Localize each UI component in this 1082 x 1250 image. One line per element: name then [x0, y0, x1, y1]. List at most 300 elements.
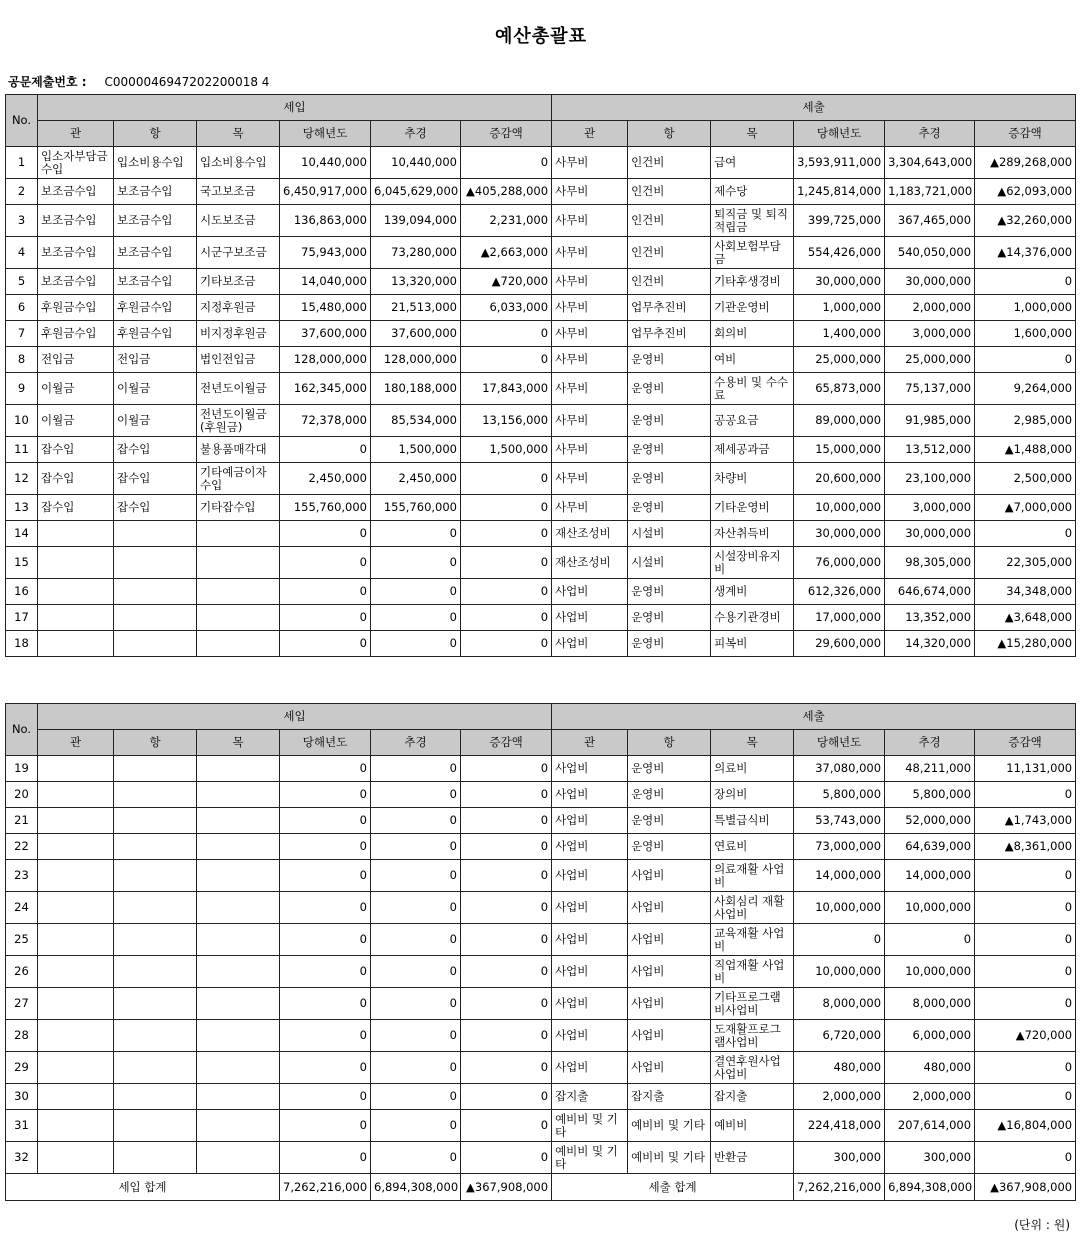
table-row [6, 237, 1076, 269]
income-current: 10,440,000 [280, 147, 371, 179]
income-gwan [38, 1020, 114, 1052]
table-row [6, 1052, 1076, 1084]
expense-gwan: 사무비 [552, 147, 628, 179]
expense-gwan: 예비비 및 기타 [552, 1142, 628, 1174]
expense-hang: 인건비 [628, 147, 711, 179]
expense-mok: 반환금 [711, 1142, 794, 1174]
expense-mok: 공공요금 [711, 405, 794, 437]
income-change: 2,231,000 [461, 205, 552, 237]
income-hang: 잡수입 [114, 463, 197, 495]
income-mok [197, 547, 280, 579]
income-gwan: 보조금수입 [38, 205, 114, 237]
expense-current: 30,000,000 [794, 521, 885, 547]
expense-supplementary: 91,985,000 [885, 405, 975, 437]
income-hang: 전입금 [114, 347, 197, 373]
expense-mok: 직업재활 사업비 [711, 956, 794, 988]
expense-gwan: 사무비 [552, 237, 628, 269]
income-hang [114, 834, 197, 860]
income-supplementary: 0 [371, 1052, 461, 1084]
table-row [6, 547, 1076, 579]
row-no: 9 [6, 373, 38, 405]
income-total-label: 세입 합계 [6, 1174, 280, 1201]
expense-change: 34,348,000 [975, 579, 1076, 605]
table-row [6, 179, 1076, 205]
expense-hang: 사업비 [628, 924, 711, 956]
income-current: 162,345,000 [280, 373, 371, 405]
expense-mok: 기관운영비 [711, 295, 794, 321]
expense-supplementary: 480,000 [885, 1052, 975, 1084]
income-change: ▲2,663,000 [461, 237, 552, 269]
income-current: 0 [280, 924, 371, 956]
income-gwan: 보조금수입 [38, 269, 114, 295]
row-no: 24 [6, 892, 38, 924]
income-supplementary: 180,188,000 [371, 373, 461, 405]
income-change: 0 [461, 808, 552, 834]
row-no: 1 [6, 147, 38, 179]
income-current: 6,450,917,000 [280, 179, 371, 205]
expense-hang: 운영비 [628, 834, 711, 860]
expense-change: 0 [975, 347, 1076, 373]
income-hang [114, 1110, 197, 1142]
income-gwan [38, 808, 114, 834]
expense-gwan: 사무비 [552, 295, 628, 321]
expense-supplementary: 8,000,000 [885, 988, 975, 1020]
expense-change: 2,500,000 [975, 463, 1076, 495]
income-mok [197, 834, 280, 860]
expense-current: 3,593,911,000 [794, 147, 885, 179]
expense-gwan: 사업비 [552, 756, 628, 782]
income-supplementary: 0 [371, 1110, 461, 1142]
expense-gwan: 사업비 [552, 631, 628, 657]
income-supplementary: 21,513,000 [371, 295, 461, 321]
unit-note: (단위 : 원) [1014, 1218, 1070, 1232]
income-hang [114, 892, 197, 924]
expense-change: ▲720,000 [975, 1020, 1076, 1052]
expense-current: 1,400,000 [794, 321, 885, 347]
income-current: 0 [280, 860, 371, 892]
col-mok: 목 [711, 730, 794, 756]
col-change: 증감액 [461, 730, 552, 756]
expense-supplementary: 52,000,000 [885, 808, 975, 834]
expense-change: ▲7,000,000 [975, 495, 1076, 521]
expense-hang: 운영비 [628, 631, 711, 657]
income-supplementary: 0 [371, 521, 461, 547]
row-no: 4 [6, 237, 38, 269]
expense-gwan: 사무비 [552, 269, 628, 295]
income-hang [114, 547, 197, 579]
income-mok: 전년도이월금(후원금) [197, 405, 280, 437]
expense-current: 53,743,000 [794, 808, 885, 834]
income-mok: 입소비용수입 [197, 147, 280, 179]
income-hang [114, 756, 197, 782]
income-hang [114, 808, 197, 834]
expense-current: 37,080,000 [794, 756, 885, 782]
expense-gwan: 사업비 [552, 988, 628, 1020]
income-hang [114, 1142, 197, 1174]
expense-current: 1,245,814,000 [794, 179, 885, 205]
row-no: 5 [6, 269, 38, 295]
income-supplementary: 0 [371, 834, 461, 860]
table-row [6, 834, 1076, 860]
col-mok: 목 [197, 121, 280, 147]
income-gwan [38, 547, 114, 579]
income-current: 0 [280, 521, 371, 547]
income-hang [114, 860, 197, 892]
income-change: 6,033,000 [461, 295, 552, 321]
table-row [6, 405, 1076, 437]
expense-hang: 운영비 [628, 463, 711, 495]
expense-mok: 의료비 [711, 756, 794, 782]
table-row [6, 892, 1076, 924]
income-current: 37,600,000 [280, 321, 371, 347]
expense-supplementary: 10,000,000 [885, 956, 975, 988]
income-supplementary: 13,320,000 [371, 269, 461, 295]
row-no: 8 [6, 347, 38, 373]
income-gwan [38, 988, 114, 1020]
expense-supplementary: 300,000 [885, 1142, 975, 1174]
expense-current: 15,000,000 [794, 437, 885, 463]
income-current: 0 [280, 605, 371, 631]
expense-current: 29,600,000 [794, 631, 885, 657]
income-supplementary: 37,600,000 [371, 321, 461, 347]
income-gwan: 잡수입 [38, 495, 114, 521]
income-supplementary: 0 [371, 756, 461, 782]
expense-hang: 운영비 [628, 579, 711, 605]
income-current: 0 [280, 782, 371, 808]
income-gwan [38, 956, 114, 988]
income-mok: 비지정후원금 [197, 321, 280, 347]
income-mok [197, 605, 280, 631]
table-body-part2 [6, 756, 1076, 1174]
table-row [6, 860, 1076, 892]
col-supplementary: 추경 [371, 730, 461, 756]
col-hang: 항 [114, 730, 197, 756]
table-row [6, 521, 1076, 547]
row-no: 11 [6, 437, 38, 463]
income-gwan: 입소자부담금수입 [38, 147, 114, 179]
income-hang [114, 631, 197, 657]
expense-change: ▲289,268,000 [975, 147, 1076, 179]
expense-gwan: 잡지출 [552, 1084, 628, 1110]
income-supplementary: 85,534,000 [371, 405, 461, 437]
col-change: 증감액 [975, 730, 1076, 756]
expense-supplementary: 13,352,000 [885, 605, 975, 631]
col-hang: 항 [114, 121, 197, 147]
income-hang [114, 924, 197, 956]
income-hang: 이월금 [114, 405, 197, 437]
col-supplementary: 추경 [371, 121, 461, 147]
income-hang: 보조금수입 [114, 205, 197, 237]
expense-hang: 시설비 [628, 521, 711, 547]
table-row [6, 579, 1076, 605]
expense-hang: 잡지출 [628, 1084, 711, 1110]
expense-hang: 운영비 [628, 756, 711, 782]
income-gwan: 잡수입 [38, 437, 114, 463]
expense-current: 10,000,000 [794, 495, 885, 521]
expense-supplementary: 64,639,000 [885, 834, 975, 860]
expense-supplementary: 23,100,000 [885, 463, 975, 495]
table-body-part1 [6, 147, 1076, 657]
expense-change: ▲1,743,000 [975, 808, 1076, 834]
income-supplementary: 0 [371, 988, 461, 1020]
income-current: 136,863,000 [280, 205, 371, 237]
income-supplementary: 0 [371, 547, 461, 579]
expense-header: 세출 [552, 704, 1076, 730]
table-row [6, 988, 1076, 1020]
expense-gwan: 재산조성비 [552, 547, 628, 579]
income-mok: 시군구보조금 [197, 237, 280, 269]
expense-hang: 예비비 및 기타 [628, 1142, 711, 1174]
expense-current: 10,000,000 [794, 956, 885, 988]
income-hang [114, 521, 197, 547]
income-current: 0 [280, 631, 371, 657]
income-supplementary: 0 [371, 892, 461, 924]
income-gwan [38, 521, 114, 547]
income-current: 75,943,000 [280, 237, 371, 269]
income-gwan [38, 579, 114, 605]
col-supplementary: 추경 [885, 121, 975, 147]
row-no: 12 [6, 463, 38, 495]
row-no: 16 [6, 579, 38, 605]
expense-gwan: 사업비 [552, 860, 628, 892]
income-change: 0 [461, 860, 552, 892]
expense-mok: 차량비 [711, 463, 794, 495]
income-supplementary: 2,450,000 [371, 463, 461, 495]
income-mok: 법인전입금 [197, 347, 280, 373]
expense-hang: 업무추진비 [628, 321, 711, 347]
income-change: 0 [461, 1084, 552, 1110]
income-total-current: 7,262,216,000 [280, 1174, 371, 1201]
expense-current: 73,000,000 [794, 834, 885, 860]
income-mok: 전년도이월금 [197, 373, 280, 405]
income-mok: 불용품매각대 [197, 437, 280, 463]
income-change: ▲720,000 [461, 269, 552, 295]
table-row [6, 347, 1076, 373]
income-gwan [38, 834, 114, 860]
income-mok [197, 860, 280, 892]
col-no: No. [6, 95, 38, 147]
col-hang: 항 [628, 121, 711, 147]
income-gwan [38, 782, 114, 808]
expense-supplementary: 3,000,000 [885, 321, 975, 347]
expense-hang: 사업비 [628, 860, 711, 892]
expense-hang: 인건비 [628, 179, 711, 205]
income-current: 0 [280, 1110, 371, 1142]
expense-total-label: 세출 합계 [552, 1174, 794, 1201]
expense-change: 1,000,000 [975, 295, 1076, 321]
income-gwan [38, 1052, 114, 1084]
table-row [6, 1110, 1076, 1142]
income-hang [114, 1020, 197, 1052]
expense-hang: 인건비 [628, 237, 711, 269]
income-gwan: 후원금수입 [38, 295, 114, 321]
expense-mok: 생계비 [711, 579, 794, 605]
table-row [6, 373, 1076, 405]
income-gwan: 이월금 [38, 405, 114, 437]
expense-gwan: 사무비 [552, 179, 628, 205]
expense-change: 9,264,000 [975, 373, 1076, 405]
income-supplementary: 10,440,000 [371, 147, 461, 179]
row-no: 6 [6, 295, 38, 321]
expense-gwan: 사업비 [552, 956, 628, 988]
expense-current: 25,000,000 [794, 347, 885, 373]
expense-current: 5,800,000 [794, 782, 885, 808]
expense-change: ▲3,648,000 [975, 605, 1076, 631]
income-hang: 입소비용수입 [114, 147, 197, 179]
expense-supplementary: 367,465,000 [885, 205, 975, 237]
expense-mok: 여비 [711, 347, 794, 373]
expense-supplementary: 14,320,000 [885, 631, 975, 657]
income-hang [114, 605, 197, 631]
income-mok [197, 579, 280, 605]
expense-supplementary: 98,305,000 [885, 547, 975, 579]
income-hang: 보조금수입 [114, 179, 197, 205]
expense-change: 0 [975, 988, 1076, 1020]
expense-mok: 시설장비유지비 [711, 547, 794, 579]
expense-supplementary: 2,000,000 [885, 1084, 975, 1110]
income-mok [197, 1052, 280, 1084]
income-current: 0 [280, 1052, 371, 1084]
income-hang: 이월금 [114, 373, 197, 405]
income-change: 0 [461, 1020, 552, 1052]
income-supplementary: 0 [371, 782, 461, 808]
expense-gwan: 사무비 [552, 437, 628, 463]
expense-current: 224,418,000 [794, 1110, 885, 1142]
income-gwan [38, 1142, 114, 1174]
expense-supplementary: 207,614,000 [885, 1110, 975, 1142]
income-supplementary: 0 [371, 1084, 461, 1110]
expense-hang: 운영비 [628, 808, 711, 834]
row-no: 28 [6, 1020, 38, 1052]
expense-change: 0 [975, 1142, 1076, 1174]
income-mok: 시도보조금 [197, 205, 280, 237]
row-no: 30 [6, 1084, 38, 1110]
expense-change: 0 [975, 521, 1076, 547]
income-hang [114, 1084, 197, 1110]
col-current-year: 당해년도 [794, 730, 885, 756]
income-current: 0 [280, 1084, 371, 1110]
expense-mok: 급여 [711, 147, 794, 179]
expense-change: ▲1,488,000 [975, 437, 1076, 463]
income-supplementary: 0 [371, 924, 461, 956]
income-mok [197, 808, 280, 834]
row-no: 32 [6, 1142, 38, 1174]
income-change: 1,500,000 [461, 437, 552, 463]
col-current-year: 당해년도 [794, 121, 885, 147]
expense-hang: 사업비 [628, 1020, 711, 1052]
income-hang: 후원금수입 [114, 295, 197, 321]
expense-current: 2,000,000 [794, 1084, 885, 1110]
income-change: 0 [461, 1052, 552, 1084]
expense-mok: 사회보험부담금 [711, 237, 794, 269]
income-change: 0 [461, 463, 552, 495]
expense-change: 0 [975, 892, 1076, 924]
expense-supplementary: 13,512,000 [885, 437, 975, 463]
table-row [6, 1084, 1076, 1110]
income-mok: 국고보조금 [197, 179, 280, 205]
budget-table-part1 [5, 94, 1076, 657]
table-row [6, 1142, 1076, 1174]
table-row [6, 605, 1076, 631]
income-gwan: 잡수입 [38, 463, 114, 495]
expense-gwan: 사무비 [552, 321, 628, 347]
income-current: 128,000,000 [280, 347, 371, 373]
expense-total-change: ▲367,908,000 [975, 1174, 1076, 1201]
col-supplementary: 추경 [885, 730, 975, 756]
expense-total-supplementary: 6,894,308,000 [885, 1174, 975, 1201]
expense-supplementary: 3,000,000 [885, 495, 975, 521]
expense-current: 20,600,000 [794, 463, 885, 495]
expense-hang: 시설비 [628, 547, 711, 579]
expense-current: 300,000 [794, 1142, 885, 1174]
expense-mok: 연료비 [711, 834, 794, 860]
income-change: 0 [461, 1142, 552, 1174]
table-row [6, 782, 1076, 808]
doc-number-value: C0000046947202200018 4 [104, 75, 270, 89]
income-current: 0 [280, 1142, 371, 1174]
row-no: 26 [6, 956, 38, 988]
table-row [6, 631, 1076, 657]
row-no: 23 [6, 860, 38, 892]
expense-current: 76,000,000 [794, 547, 885, 579]
row-no: 3 [6, 205, 38, 237]
income-current: 155,760,000 [280, 495, 371, 521]
expense-supplementary: 14,000,000 [885, 860, 975, 892]
expense-gwan: 사업비 [552, 892, 628, 924]
expense-hang: 사업비 [628, 988, 711, 1020]
income-current: 0 [280, 756, 371, 782]
row-no: 14 [6, 521, 38, 547]
income-supplementary: 73,280,000 [371, 237, 461, 269]
income-change: 0 [461, 631, 552, 657]
income-change: 0 [461, 547, 552, 579]
income-change: 0 [461, 834, 552, 860]
expense-gwan: 사업비 [552, 579, 628, 605]
table-row [6, 437, 1076, 463]
expense-change: ▲8,361,000 [975, 834, 1076, 860]
income-change: 0 [461, 605, 552, 631]
income-change: 0 [461, 579, 552, 605]
expense-gwan: 사무비 [552, 205, 628, 237]
col-change: 증감액 [461, 121, 552, 147]
expense-current: 399,725,000 [794, 205, 885, 237]
income-current: 0 [280, 547, 371, 579]
income-current: 15,480,000 [280, 295, 371, 321]
expense-supplementary: 646,674,000 [885, 579, 975, 605]
expense-change: ▲15,280,000 [975, 631, 1076, 657]
expense-mok: 자산취득비 [711, 521, 794, 547]
table-row [6, 808, 1076, 834]
row-no: 17 [6, 605, 38, 631]
expense-mok: 결연후원사업사업비 [711, 1052, 794, 1084]
income-mok [197, 782, 280, 808]
income-mok [197, 988, 280, 1020]
row-no: 19 [6, 756, 38, 782]
expense-gwan: 사업비 [552, 808, 628, 834]
income-mok [197, 924, 280, 956]
expense-change: 11,131,000 [975, 756, 1076, 782]
income-gwan [38, 1110, 114, 1142]
expense-change: ▲32,260,000 [975, 205, 1076, 237]
expense-current: 554,426,000 [794, 237, 885, 269]
income-change: 0 [461, 495, 552, 521]
expense-change: 22,305,000 [975, 547, 1076, 579]
income-hang [114, 956, 197, 988]
expense-mok: 특별급식비 [711, 808, 794, 834]
income-supplementary: 6,045,629,000 [371, 179, 461, 205]
income-hang: 잡수입 [114, 437, 197, 463]
expense-hang: 운영비 [628, 347, 711, 373]
